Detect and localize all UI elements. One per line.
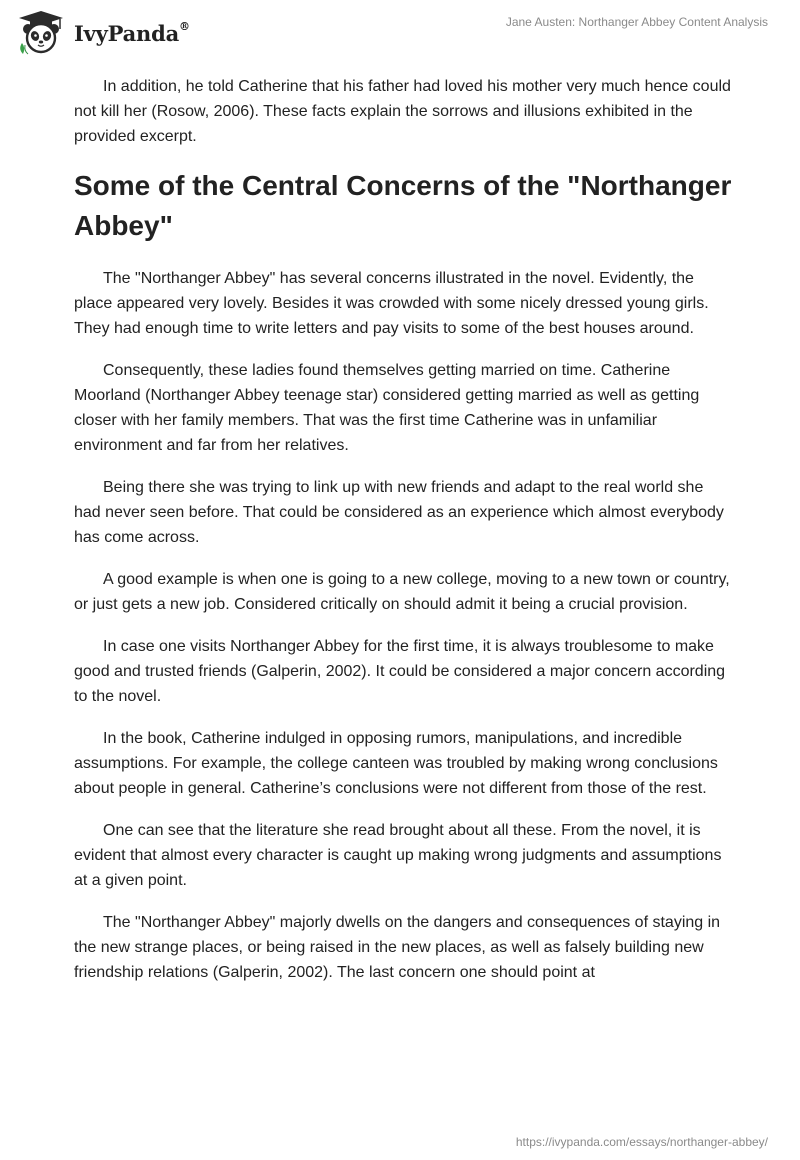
brand-name-text: IvyPanda [74,20,180,46]
paragraph-intro: In addition, he told Catherine that his father had loved his mother very much hence could not kill her (Rosow, 2006). These facts explain the sorrows and illusions exhibited in the provided excerpt. [74,78,731,145]
registered-mark: ® [179,19,190,33]
footer-url-link[interactable]: https://ivypanda.com/essays/northanger-abbey/ [515,1135,768,1149]
ivypanda-logo[interactable] [16,9,190,55]
paragraph: Being there she was trying to link up with new friends and adapt to the real world she had never seen before. That could be considered as an experience which almost everybody has come across. [74,479,724,546]
section-heading: Some of the Central Concerns of the "Northanger Abbey" [74,170,732,241]
paragraph: The "Northanger Abbey" majorly dwells on the dangers and consequences of staying in the new strange places, or being raised in the new places, as well as falsely building new friendship relations (Galperin, 2002). The last concern one should point at [74,914,721,981]
paragraph: In case one visits Northanger Abbey for the first time, it is always troublesome to make good and trusted friends (Galperin, 2002). It could be considered a major concern according to the novel. [74,638,726,705]
paragraph: Consequently, these ladies found themselves getting married on time. Catherine Moorland (Northanger Abbey teenage star) considered getting married as well as getting closer with her family members. That was the first time Catherine was in unfamiliar environment and far from her relatives. [74,362,700,454]
brand-name [74,21,190,46]
article-body [74,74,734,1002]
page-header [0,0,800,60]
paragraph: The "Northanger Abbey" has several concerns illustrated in the novel. Evidently, the place appeared very lovely. Besides it was crowded with some nicely dressed young girls. They had enough time to write letters and pay visits to some of the best houses around. [74,270,709,337]
paragraph: In the book, Catherine indulged in opposing rumors, manipulations, and incredible assumptions. For example, the college canteen was troubled by making wrong conclusions about people in general. Catherine’s conclusions were not different from those of the rest. [74,730,718,797]
paragraph: A good example is when one is going to a new college, moving to a new town or country, or just gets a new job. Considered critically on should admit it being a crucial provision. [74,571,730,613]
paragraph: One can see that the literature she read brought about all these. From the novel, it is evident that almost every character is caught up making wrong judgments and assumptions at a given point. [74,822,722,889]
document-title: Jane Austen: Northanger Abbey Content Analysis [505,15,768,29]
panda-graduate-icon [16,9,66,55]
